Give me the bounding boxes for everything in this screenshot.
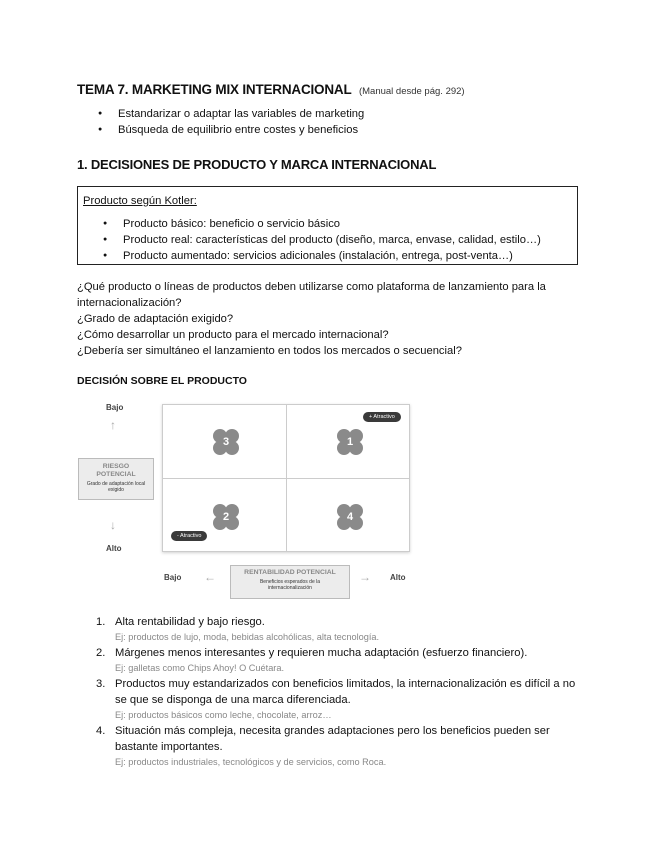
matrix-grid (162, 404, 410, 552)
quadrant-2 (211, 502, 241, 532)
list-item (96, 614, 580, 645)
item-example: Ej: productos industriales, tecnológicos y de servicios, como Roca. (115, 757, 387, 767)
list-item: ● Producto real: características del producto (diseño, marca, envase, calidad, estilo…) (103, 232, 541, 248)
item-number: 4. (96, 725, 106, 737)
arrow-down-icon: ↓ (110, 518, 116, 532)
x-axis-high-label: Alto (390, 573, 406, 582)
y-axis-low-label: Bajo (106, 403, 124, 412)
subsection-heading: DECISIÓN SOBRE EL PRODUCTO (77, 375, 247, 387)
box-title: Producto según Kotler: (83, 195, 197, 207)
item-text: Márgenes menos interesantes y requieren mucha adaptación (esfuerzo financiero). (115, 647, 528, 659)
list-item: ● Producto aumentado: servicios adicionales (instalación, entrega, post-venta…) (103, 248, 541, 264)
risk-axis-subtitle: Grado de adaptación local exigido (86, 481, 146, 493)
quadrant-number: 1 (346, 436, 354, 448)
product-decision-matrix (76, 398, 416, 603)
quadrant-3 (211, 427, 241, 457)
quadrant-1 (335, 427, 365, 457)
quadrant-number: 4 (346, 511, 354, 523)
less-attractive-badge: - Atractivo (171, 531, 207, 541)
question: ¿Qué producto o líneas de productos deben utilizarse como plataforma de lanzamiento para la internacionalización? (77, 281, 546, 309)
item-text: Productos muy estandarizados con beneficios limitados, la internacionalización es difícil a no se que se disponga de una marca diferenciada. (115, 678, 576, 706)
quadrant-number: 2 (222, 511, 230, 523)
risk-axis-box (78, 458, 154, 500)
item-example: Ej: productos de lujo, moda, bebidas alcohólicas, alta tecnología. (115, 632, 380, 642)
y-axis-high-label: Alto (106, 544, 122, 553)
more-attractive-badge: + Atractivo (363, 412, 401, 422)
question: ¿Cómo desarrollar un producto para el mercado internacional? (77, 329, 389, 341)
quadrant-explanations (96, 614, 580, 770)
questions-block (77, 279, 582, 359)
list-item (96, 645, 580, 676)
profitability-axis-title: RENTABILIDAD POTENCIAL (244, 569, 336, 576)
item-number: 3. (96, 678, 106, 690)
item-example: Ej: productos básicos como leche, chocolate, arroz… (115, 710, 332, 720)
quadrant-4 (335, 502, 365, 532)
item-example: Ej: galletas como Chips Ahoy! O Cuétara. (115, 663, 285, 673)
page-title (77, 81, 465, 99)
arrow-up-icon: ↑ (110, 418, 116, 432)
arrow-right-icon: → (359, 570, 371, 584)
intro-bullet-list (98, 106, 364, 138)
kotler-box (77, 186, 578, 265)
list-item: ● Estandarizar o adaptar las variables de marketing (98, 106, 364, 122)
question: ¿Grado de adaptación exigido? (77, 313, 234, 325)
profitability-axis-box (230, 565, 350, 599)
kotler-list (103, 216, 541, 264)
item-text: Alta rentabilidad y bajo riesgo. (115, 616, 265, 628)
risk-axis-title: RIESGO POTENCIAL (96, 463, 136, 478)
item-number: 1. (96, 616, 106, 628)
title-text: TEMA 7. MARKETING MIX INTERNACIONAL (77, 82, 352, 97)
profitability-axis-subtitle: Beneficios esperados de la internacionalización (259, 579, 321, 591)
item-number: 2. (96, 647, 106, 659)
x-axis-low-label: Bajo (164, 573, 182, 582)
quadrant-number: 3 (222, 436, 230, 448)
question: ¿Debería ser simultáneo el lanzamiento en todos los mercados o secuencial? (77, 345, 462, 357)
list-item: ● Producto básico: beneficio o servicio básico (103, 216, 541, 232)
list-item (96, 723, 580, 770)
list-item (96, 676, 580, 723)
item-text: Situación más compleja, necesita grandes adaptaciones pero los beneficios pueden ser bastante importantes. (115, 725, 550, 753)
section-heading: 1. DECISIONES DE PRODUCTO Y MARCA INTERNACIONAL (77, 157, 437, 172)
list-item: ● Búsqueda de equilibrio entre costes y beneficios (98, 122, 364, 138)
title-reference: (Manual desde pág. 292) (358, 86, 465, 97)
arrow-left-icon: ← (204, 570, 216, 584)
